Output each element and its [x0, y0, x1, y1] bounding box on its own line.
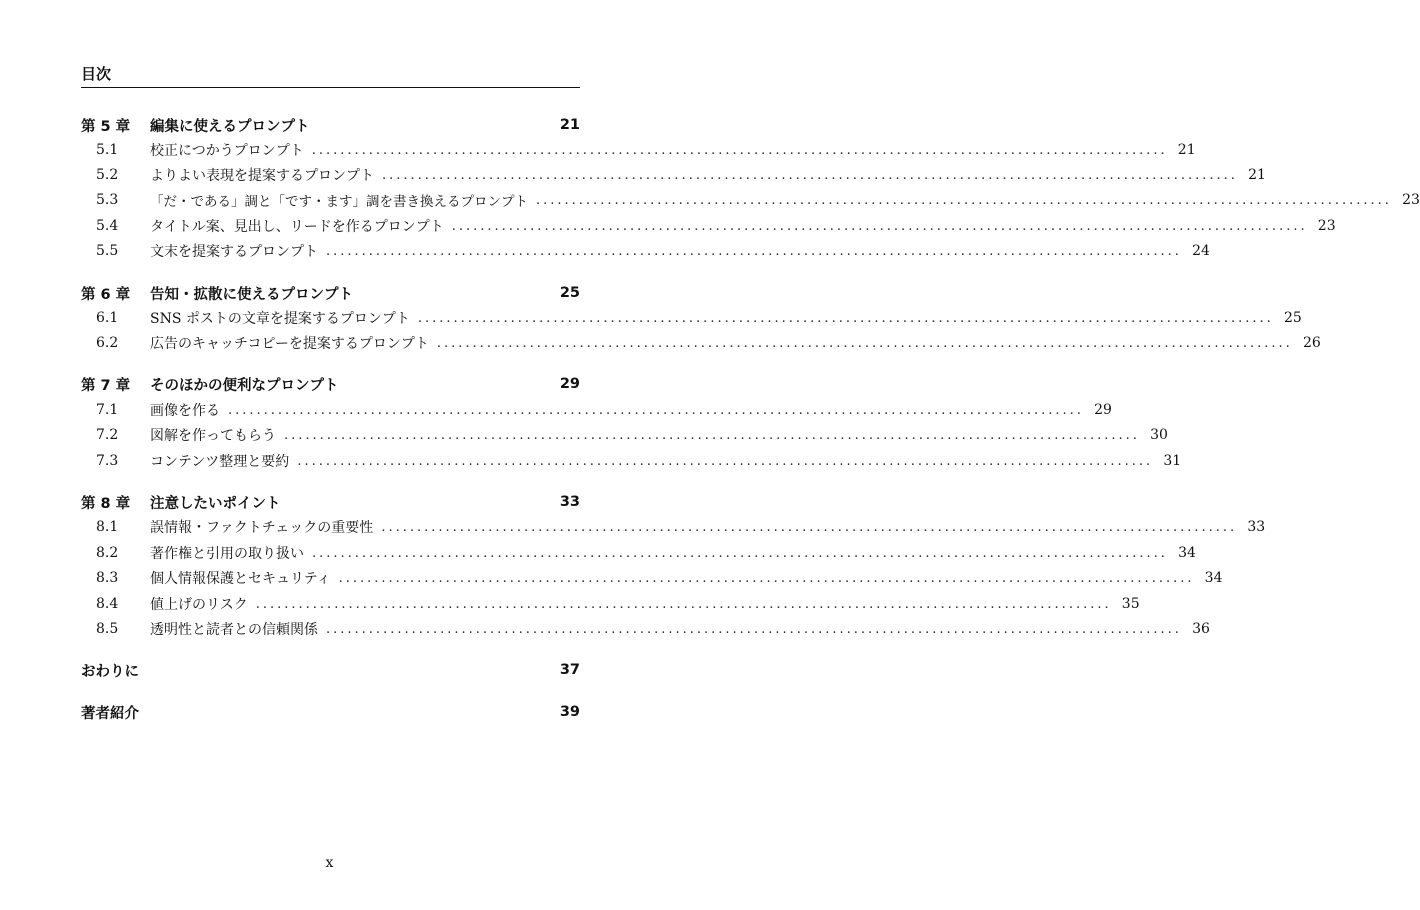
- entry-title: 著者紹介: [81, 705, 139, 722]
- section-page: 30: [1150, 427, 1168, 443]
- section-number: 7.3: [96, 453, 119, 469]
- toc-afterword[interactable]: [81, 659, 580, 681]
- toc-section-5-4[interactable]: [81, 215, 1336, 237]
- section-title: 校正につかうプロンプト: [150, 143, 304, 159]
- toc-section-8-4[interactable]: [81, 593, 1140, 615]
- dot-leader: ........................................................................................................................: [255, 596, 1112, 612]
- toc-section-8-3[interactable]: [81, 567, 1223, 589]
- section-number: 8.4: [96, 596, 119, 612]
- entry-title: おわりに: [81, 663, 139, 680]
- section-page: 25: [1283, 310, 1302, 326]
- toc-section-8-2[interactable]: [81, 542, 1196, 564]
- section-title: 広告のキャッチコピーを提案するプロンプト: [150, 336, 429, 352]
- section-title: コンテンツ整理と要約: [150, 454, 290, 470]
- toc-section-5-5[interactable]: [81, 240, 1210, 262]
- dot-leader: ........................................................................................................................: [338, 570, 1195, 586]
- title-rule: [81, 87, 580, 88]
- entry-page: 39: [559, 704, 580, 720]
- toc-chapter-5[interactable]: [81, 114, 580, 136]
- toc-section-5-1[interactable]: [81, 139, 1196, 161]
- toc-section-8-1[interactable]: [81, 516, 1266, 538]
- section-number: 6.2: [96, 335, 119, 351]
- toc-section-7-1[interactable]: [81, 399, 1112, 421]
- section-title: SNS ポストの文章を提案するプロンプト: [150, 311, 410, 327]
- toc-author-profile[interactable]: [81, 701, 580, 723]
- dot-leader: ........................................................................................................................: [536, 192, 1392, 208]
- section-number: 6.1: [96, 310, 119, 326]
- section-page: 31: [1163, 453, 1182, 469]
- chapter-page: 21: [559, 117, 580, 133]
- section-number: 8.2: [96, 545, 119, 561]
- section-number: 5.5: [96, 243, 119, 259]
- section-page: 21: [1177, 142, 1196, 158]
- section-page: 36: [1192, 621, 1210, 637]
- section-number: 8.3: [96, 570, 119, 586]
- section-page: 35: [1121, 596, 1140, 612]
- chapter-title: 告知・拡散に使えるプロンプト: [150, 286, 353, 303]
- section-page: 23: [1317, 218, 1336, 234]
- toc-section-8-5[interactable]: [81, 618, 1210, 640]
- toc-chapter-7[interactable]: [81, 373, 580, 395]
- chapter-title: 編集に使えるプロンプト: [150, 118, 310, 135]
- section-title: 文末を提案するプロンプト: [150, 244, 318, 260]
- dot-leader: ........................................................................................................................: [451, 218, 1308, 234]
- dot-leader: ........................................................................................................................: [311, 142, 1168, 158]
- dot-leader: ........................................................................................................................: [436, 335, 1293, 351]
- dot-leader: ........................................................................................................................: [326, 243, 1182, 259]
- section-title: 誤情報・ファクトチェックの重要性: [150, 520, 374, 536]
- dot-leader: ........................................................................................................................: [228, 402, 1084, 418]
- section-page: 21: [1248, 167, 1266, 183]
- section-number: 5.4: [96, 218, 119, 234]
- chapter-label: 第 8 章: [81, 495, 131, 512]
- page-title: 目次: [81, 65, 112, 83]
- chapter-page: 33: [559, 494, 580, 510]
- section-title: 著作権と引用の取り扱い: [150, 546, 304, 562]
- section-title: 図解を作ってもらう: [150, 428, 276, 444]
- section-title: 画像を作る: [150, 403, 220, 419]
- section-title: 透明性と読者との信頼関係: [150, 622, 318, 638]
- chapter-page: 25: [559, 285, 580, 301]
- chapter-page: 29: [559, 376, 580, 392]
- toc-section-5-2[interactable]: [81, 164, 1266, 186]
- toc-section-6-1[interactable]: [81, 307, 1302, 329]
- dot-leader: ........................................................................................................................: [284, 427, 1140, 443]
- toc-section-7-2[interactable]: [81, 424, 1168, 446]
- section-number: 8.5: [96, 621, 119, 637]
- section-title: 個人情報保護とセキュリティ: [150, 571, 331, 587]
- toc-section-6-2[interactable]: [81, 332, 1321, 354]
- section-number: 7.1: [96, 402, 119, 418]
- toc-chapter-8[interactable]: [81, 491, 580, 513]
- dot-leader: ........................................................................................................................: [312, 545, 1168, 561]
- section-title: よりよい表現を提案するプロンプト: [150, 168, 374, 184]
- chapter-title: 注意したいポイント: [150, 495, 281, 512]
- dot-leader: ........................................................................................................................: [417, 310, 1274, 326]
- dot-leader: ........................................................................................................................: [382, 167, 1238, 183]
- chapter-label: 第 6 章: [81, 286, 131, 303]
- section-title: タイトル案、見出し、リードを作るプロンプト: [150, 219, 444, 235]
- section-title: 「だ・である」調と「です・ます」調を書き換えるプロンプト: [150, 194, 528, 210]
- section-page: 24: [1192, 243, 1210, 259]
- section-page: 33: [1247, 519, 1266, 535]
- chapter-label: 第 7 章: [81, 377, 131, 394]
- section-number: 5.1: [96, 142, 119, 158]
- section-page: 23: [1402, 192, 1420, 208]
- section-page: 34: [1178, 545, 1196, 561]
- dot-leader: ........................................................................................................................: [381, 519, 1238, 535]
- section-page: 34: [1204, 570, 1223, 586]
- section-number: 5.3: [96, 192, 119, 208]
- dot-leader: ........................................................................................................................: [326, 621, 1182, 637]
- section-page: 26: [1302, 335, 1321, 351]
- section-number: 5.2: [96, 167, 119, 183]
- page-number: x: [325, 855, 334, 871]
- chapter-title: そのほかの便利なプロンプト: [150, 377, 339, 394]
- section-page: 29: [1094, 402, 1112, 418]
- chapter-label: 第 5 章: [81, 118, 131, 135]
- section-number: 7.2: [96, 427, 119, 443]
- toc-chapter-6[interactable]: [81, 282, 580, 304]
- section-number: 8.1: [96, 519, 119, 535]
- entry-page: 37: [559, 662, 580, 678]
- toc-section-5-3[interactable]: [81, 189, 1420, 211]
- dot-leader: ........................................................................................................................: [297, 453, 1154, 469]
- toc-section-7-3[interactable]: [81, 450, 1182, 472]
- section-title: 値上げのリスク: [150, 597, 248, 613]
